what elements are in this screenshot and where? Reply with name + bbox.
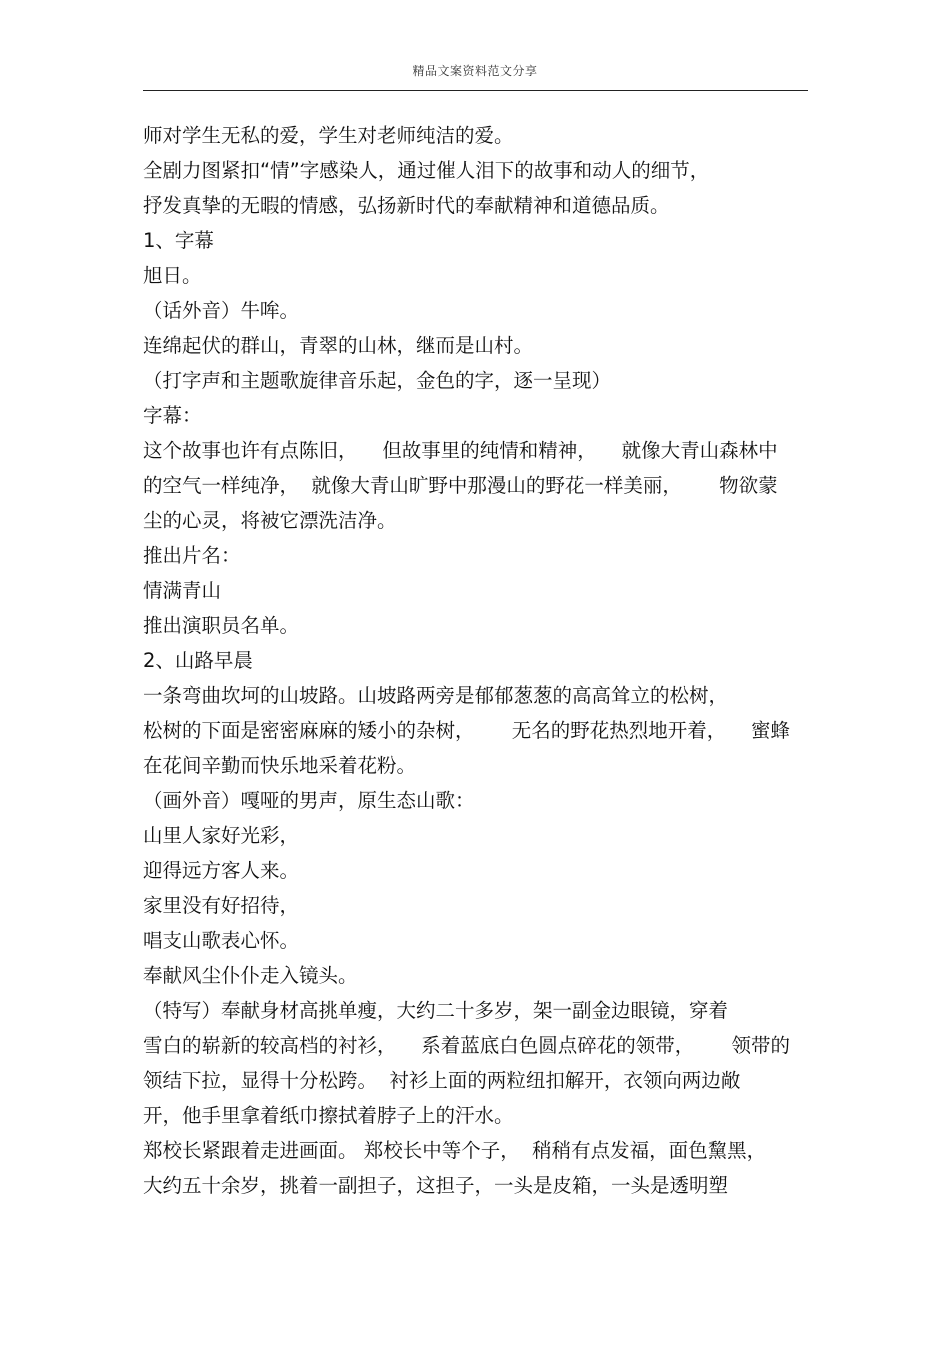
text-line: 旭日。 <box>143 264 202 287</box>
section-heading: 1、字幕 <box>143 229 214 252</box>
text-line: 奉献风尘仆仆走入镜头。 <box>143 964 358 987</box>
text-line: 领结下拉，显得十分松跨。 衬衫上面的两粒纽扣解开，衣领向两边敞 <box>143 1069 741 1092</box>
text-line: （话外音）牛哞。 <box>143 299 300 322</box>
song-line: 唱支山歌表心怀。 <box>143 929 300 952</box>
text-line: 一条弯曲坎坷的山坡路。山坡路两旁是郁郁葱葱的高高耸立的松树， <box>143 684 729 707</box>
page-header: 精品文案资料范文分享 <box>412 64 538 78</box>
text-line: 抒发真挚的无暇的情感，弘扬新时代的奉献精神和道德品质。 <box>143 194 670 217</box>
text-line: 推出演职员名单。 <box>143 614 300 637</box>
text-line: 连绵起伏的群山，青翠的山林，继而是山村。 <box>143 334 534 357</box>
text-line: （特写）奉献身材高挑单瘦，大约二十多岁，架一副金边眼镜，穿着 <box>143 999 729 1022</box>
text-line: 字幕： <box>143 404 202 427</box>
text-line: 在花间辛勤而快乐地采着花粉。 <box>143 754 417 777</box>
text-line: 松树的下面是密密麻麻的矮小的杂树， 无名的野花热烈地开着， 蜜蜂 <box>143 719 790 742</box>
song-line: 山里人家好光彩， <box>143 824 300 847</box>
song-line: 家里没有好招待， <box>143 894 300 917</box>
text-line: 师对学生无私的爱，学生对老师纯洁的爱。 <box>143 124 514 147</box>
text-line: 开，他手里拿着纸巾擦拭着脖子上的汗水。 <box>143 1104 514 1127</box>
text-line: 大约五十余岁，挑着一副担子，这担子，一头是皮箱，一头是透明塑 <box>143 1174 729 1197</box>
text-line: 这个故事也许有点陈旧， 但故事里的纯情和精神， 就像大青山森林中 <box>143 439 778 462</box>
text-line: 全剧力图紧扣“情”字感染人，通过催人泪下的故事和动人的细节， <box>143 159 710 182</box>
song-line: 迎得远方客人来。 <box>143 859 300 882</box>
text-line: 雪白的崭新的较高档的衬衫， 系着蓝底白色圆点碎花的领带， 领带的 <box>143 1034 790 1057</box>
header-divider <box>143 90 808 91</box>
text-line: （画外音）嘎哑的男声，原生态山歌： <box>143 789 475 812</box>
text-line: 推出片名： <box>143 544 241 567</box>
text-line: 的空气一样纯净， 就像大青山旷野中那漫山的野花一样美丽， 物欲蒙 <box>143 474 778 497</box>
document-body <box>143 118 813 1203</box>
text-line: 郑校长紧跟着走进画面。 郑校长中等个子， 稍稍有点发福，面色黧黑， <box>143 1139 767 1162</box>
section-heading: 2、山路早晨 <box>143 649 253 672</box>
text-line: （打字声和主题歌旋律音乐起，金色的字，逐一呈现） <box>143 369 612 392</box>
text-line: 尘的心灵，将被它漂洗洁净。 <box>143 509 397 532</box>
film-title: 情满青山 <box>143 579 222 602</box>
